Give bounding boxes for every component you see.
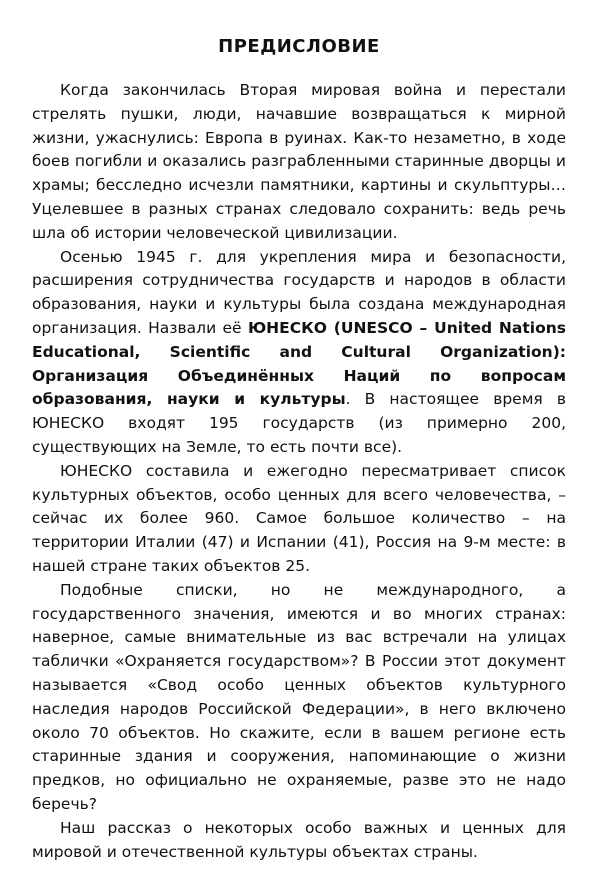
paragraph-2 [32,246,566,460]
paragraph-5: Наш рассказ о некоторых особо важных и ценных для мировой и отечественной культуры объектах страны. [32,818,566,861]
paragraph-4: Подобные списки, но не международного, а государственного значения, имеются и во многих странах: наверное, самые внимательные из вас встречали на улицах таблички «Охраняется государством»? В России этот документ называется «Свод особо ценных объектов культурного наследия народов Российской Федерации», в него включено около 70 объектов. Но скажите, если в вашем регионе есть старинные здания и сооружения, напоминающие о жизни предков, но официально не охраняемые, разве это не надо беречь? [32,580,566,813]
paragraph-3: ЮНЕСКО составила и ежегодно пересматривает список культурных объектов, особо ценных для всего человечества, – сейчас их более 960. Самое большое количество – на территории Италии (47) и Испании (41), Россия на 9-м месте: в нашей стране таких объектов 25. [32,461,566,575]
paragraph-2-intro: Осенью 1945 г. для укрепления мира и безопасности, расширения сотрудничества государств и народов в области образования, науки и культуры была создана международная организация. Назвали её [32,247,566,337]
paragraph-1: Когда закончилась Вторая мировая война и перестали стрелять пушки, люди, начавшие возвращаться к мирной жизни, ужаснулись: Европа в руинах. Как-то незаметно, в ходе боев погибли и оказались разграбленными старинные дворцы и храмы; бесследно исчезли памятники, картины и скульптуры… Уцелевшее в разных странах следовало сохранить: ведь речь шла об истории человеческой цивилизации. [32,81,566,242]
paragraph-2-rest: . В настоящее время в ЮНЕСКО входят 195 государств (из примерно 200, существующих на Земле, то есть почти все). [32,390,566,456]
page-title: ПРЕДИСЛОВИЕ [218,36,380,57]
unesco-definition: ЮНЕСКО (UNESCO – United Nations Educational, Scientific and Cultural Organization): Организация Объединённых Наций по вопросам образования, науки и культуры [32,318,566,409]
page [32,36,566,864]
